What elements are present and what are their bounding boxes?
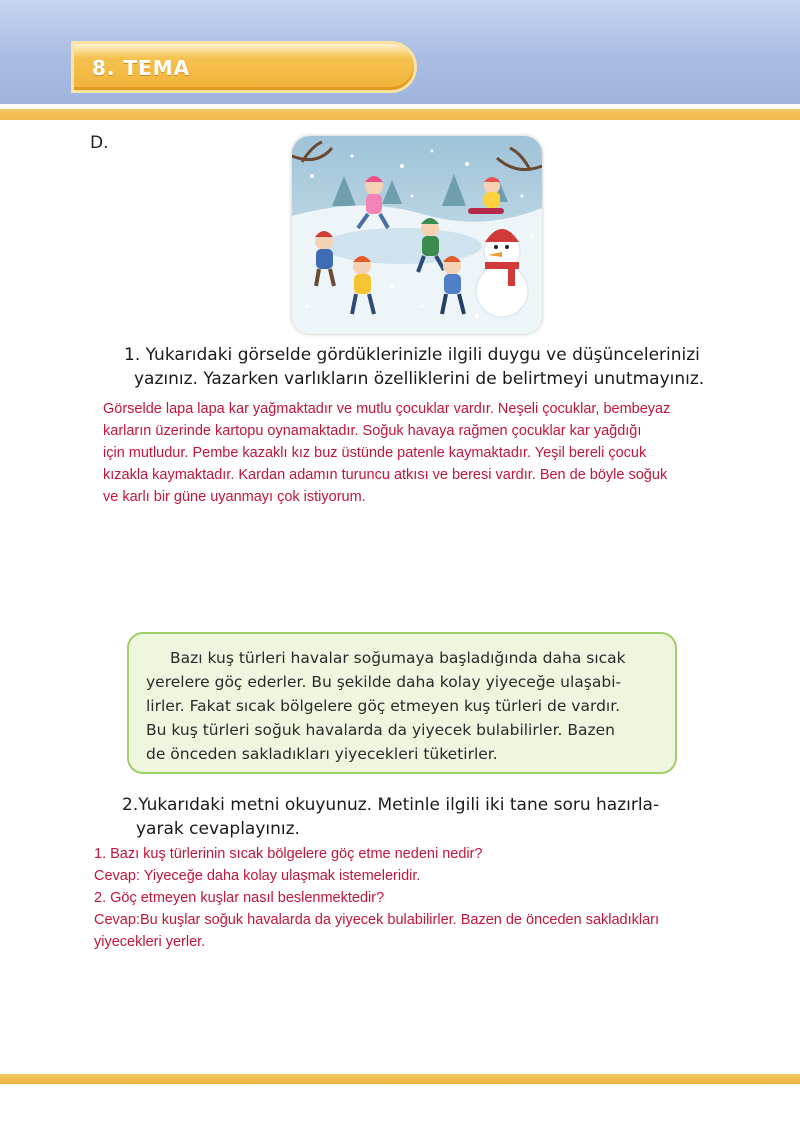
answer-2-line: Cevap:Bu kuşlar soğuk havalarda da yiyecek bulabilirler. Bazen de önceden sakladıkları	[94, 912, 660, 928]
header-stripe-orange	[0, 112, 800, 118]
section-letter: D.	[90, 133, 109, 153]
theme-label: 8. TEMA	[92, 56, 191, 80]
answer-2-line: Cevap: Yiyeceğe daha kolay ulaşmak istemeleridir.	[94, 868, 421, 884]
reading-line: yerelere göç ederler. Bu şekilde daha kolay yiyeceğe ulaşabi-	[146, 673, 622, 691]
answer-1-line: kızakla kaymaktadır. Kardan adamın turuncu atkısı ve beresi vardır. Ben de böyle soğuk	[103, 467, 668, 483]
answer-1-line: karların üzerinde kartopu oynamaktadır. Soğuk havaya rağmen çocuklar kar yağdığı	[103, 423, 642, 439]
reading-line: Bazı kuş türleri havalar soğumaya başladığında daha sıcak	[170, 649, 626, 667]
question-2-line: 2.Yukarıdaki metni okuyunuz. Metinle ilgili iki tane soru hazırla-	[122, 795, 660, 815]
answer-1-line: ve karlı bir güne uyanmayı çok istiyorum.	[103, 489, 366, 505]
reading-line: lirler. Fakat sıcak bölgelere göç etmeyen kuş türleri de vardır.	[146, 697, 621, 715]
answer-1	[103, 398, 670, 508]
question-1-line: 1. Yukarıdaki görselde gördüklerinizle ilgili duygu ve düşüncelerinizi	[124, 345, 700, 365]
answer-2-line: 1. Bazı kuş türlerinin sıcak bölgelere göç etme nedeni nedir?	[94, 846, 483, 862]
question-1	[124, 343, 704, 391]
question-2	[122, 793, 659, 841]
question-1-line: yazınız. Yazarken varlıkların özelliklerini de belirtmeyi unutmayınız.	[134, 369, 705, 389]
reading-line: de önceden sakladıkları yiyecekleri tüketirler.	[146, 745, 498, 763]
answer-2	[94, 843, 659, 953]
footer-stripe	[0, 1074, 800, 1084]
reading-line: Bu kuş türleri soğuk havalarda da yiyecek bulabilirler. Bazen	[146, 721, 616, 739]
answer-1-line: Görselde lapa lapa kar yağmaktadır ve mutlu çocuklar vardır. Neşeli çocuklar, bembeyaz	[103, 401, 671, 417]
answer-1-line: için mutludur. Pembe kazaklı kız buz üstünde patenle kaymaktadır. Yeşil bereli çocuk	[103, 445, 647, 461]
winter-children-snowman-icon	[292, 136, 542, 334]
answer-2-line: yiyecekleri yerler.	[94, 934, 206, 950]
winter-illustration	[292, 136, 542, 334]
answer-2-line: 2. Göç etmeyen kuşlar nasıl beslenmektedir?	[94, 890, 385, 906]
reading-text	[146, 646, 626, 766]
question-2-line: yarak cevaplayınız.	[136, 819, 300, 839]
